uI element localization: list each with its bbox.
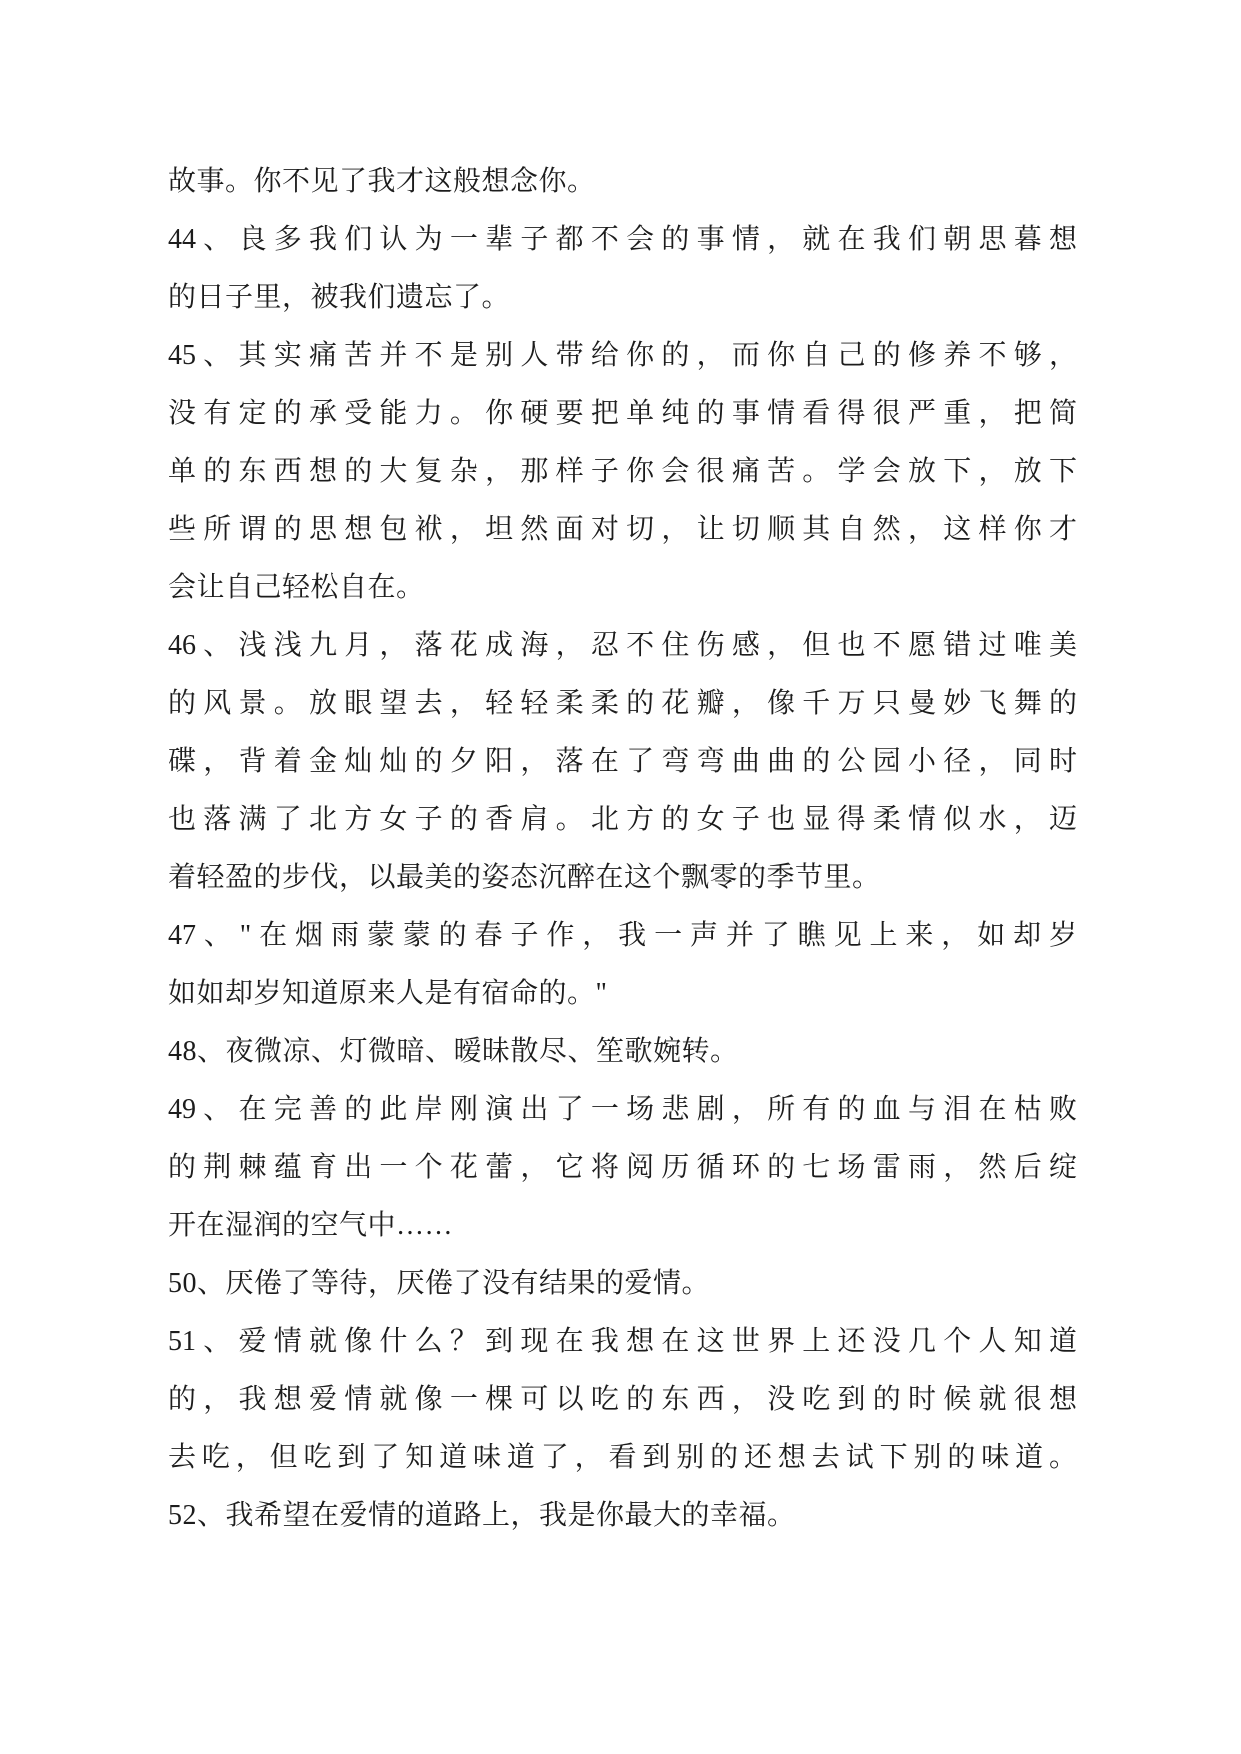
text-line: 50、厌倦了等待，厌倦了没有结果的爱情。 <box>168 1268 711 1299</box>
text-line: 碟，背着金灿灿的夕阳，落在了弯弯曲曲的公园小径，同时 <box>168 746 1077 777</box>
quote-paragraph-43-continuation <box>168 153 1077 211</box>
text-line: 44、良多我们认为一辈子都不会的事情，就在我们朝思暮想 <box>168 224 1077 255</box>
quotes-text-block <box>168 153 1077 1545</box>
text-line: 没有定的承受能力。你硬要把单纯的事情看得很严重，把简 <box>168 398 1077 429</box>
text-line: 48、夜微凉、灯微暗、暧昧散尽、笙歌婉转。 <box>168 1036 739 1067</box>
text-line: 52、我希望在爱情的道路上，我是你最大的幸福。 <box>168 1500 796 1531</box>
text-line: 的荆棘蕴育出一个花蕾，它将阅历循环的七场雷雨，然后绽 <box>168 1152 1077 1183</box>
quote-paragraph-46 <box>168 617 1077 907</box>
text-line: 51、爱情就像什么？到现在我想在这世界上还没几个人知道 <box>168 1326 1077 1357</box>
quote-paragraph-44 <box>168 211 1077 327</box>
text-line: 45、其实痛苦并不是别人带给你的，而你自己的修养不够， <box>168 340 1077 371</box>
text-line: 单的东西想的大复杂，那样子你会很痛苦。学会放下，放下 <box>168 456 1077 487</box>
text-line: 如如却岁知道原来人是有宿命的。" <box>168 978 608 1009</box>
text-line: 会让自己轻松自在。 <box>168 572 425 603</box>
quote-paragraph-48 <box>168 1023 1077 1081</box>
quote-paragraph-47 <box>168 907 1077 1023</box>
text-line: 47、"在烟雨蒙蒙的春子作，我一声并了瞧见上来，如却岁 <box>168 920 1077 951</box>
text-line: 着轻盈的步伐，以最美的姿态沉醉在这个飘零的季节里。 <box>168 862 881 893</box>
quote-paragraph-52 <box>168 1487 1077 1545</box>
text-line: 也落满了北方女子的香肩。北方的女子也显得柔情似水，迈 <box>168 804 1077 835</box>
text-line: 46、浅浅九月，落花成海，忍不住伤感，但也不愿错过唯美 <box>168 630 1077 661</box>
text-line: 故事。你不见了我才这般想念你。 <box>168 166 596 197</box>
text-line: 去吃，但吃到了知道味道了，看到别的还想去试下别的味道。 <box>168 1442 1077 1473</box>
quote-paragraph-45 <box>168 327 1077 617</box>
text-line: 49、在完善的此岸刚演出了一场悲剧，所有的血与泪在枯败 <box>168 1094 1077 1125</box>
text-line: 开在湿润的空气中…… <box>168 1210 454 1241</box>
quote-paragraph-49 <box>168 1081 1077 1255</box>
text-line: 的风景。放眼望去，轻轻柔柔的花瓣，像千万只曼妙飞舞的 <box>168 688 1077 719</box>
quote-paragraph-50 <box>168 1255 1077 1313</box>
quote-paragraph-51 <box>168 1313 1077 1487</box>
text-line: 的，我想爱情就像一棵可以吃的东西，没吃到的时候就很想 <box>168 1384 1077 1415</box>
text-line: 的日子里，被我们遗忘了。 <box>168 282 511 313</box>
text-line: 些所谓的思想包袱，坦然面对切，让切顺其自然，这样你才 <box>168 514 1077 545</box>
